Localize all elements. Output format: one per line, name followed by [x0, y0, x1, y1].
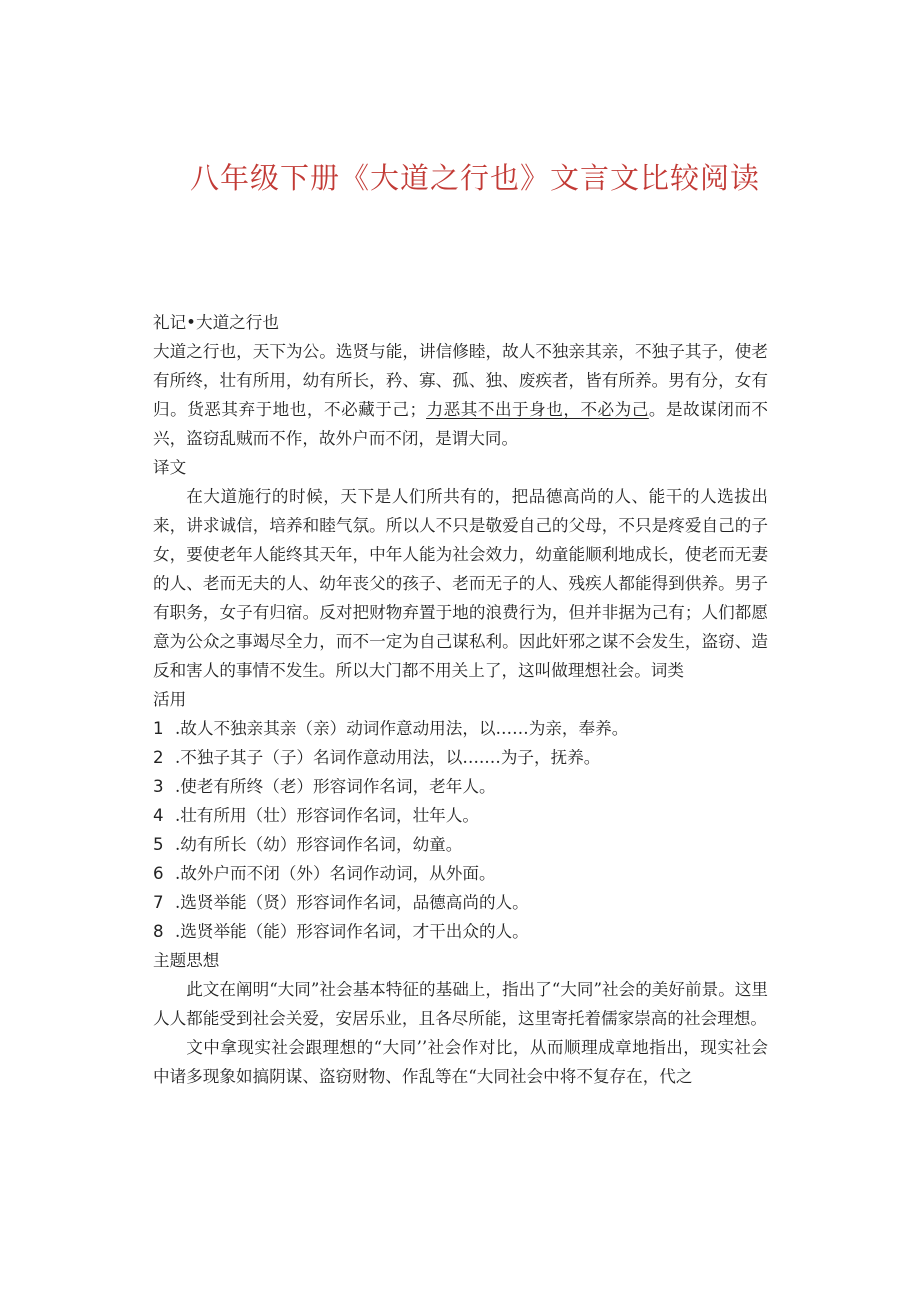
item-text: .使老有所终（老）形容词作名词，老年人。	[175, 777, 496, 796]
item-text: .壮有所用（壮）形容词作名词，壮年人。	[175, 806, 479, 825]
theme-paragraph-2: 文中拿现实社会跟理想的“大同’’社会作对比，从而顺理成章地指出，现实社会中诸多现象如搞阴谋、盗窃财物、作乱等在“大同社会中将不复存在，代之	[153, 1038, 768, 1086]
theme-paragraph-1: 此文在阐明“大同”社会基本特征的基础上，指出了“大同”社会的美好前景。这里人人都能受到社会关爱，安居乐业，且各尽所能，这里寄托着儒家崇高的社会理想。	[153, 980, 768, 1028]
translation-heading: 译文	[153, 458, 187, 477]
item-number: 7	[153, 893, 164, 912]
list-item	[153, 859, 768, 888]
item-number: 3	[153, 777, 164, 796]
item-number: 8	[153, 922, 164, 941]
list-item	[153, 830, 768, 859]
item-text: .选贤举能（能）形容词作名词，才干出众的人。	[175, 922, 529, 941]
original-text	[153, 337, 768, 453]
original-text-part2: 。是故谋闭而不兴，盗窃乱贼而不作，故外户而不闭，是谓大同。	[153, 400, 769, 448]
list-item	[153, 801, 768, 830]
document-title: 八年级下册《大道之行也》文言文比较阅读	[190, 161, 761, 195]
word-usage-heading: 活用	[153, 690, 187, 709]
list-item	[153, 917, 768, 946]
item-text: .不独子其子（子）名词作意动用法，以….…为子，抚养。	[175, 748, 601, 767]
document-body	[153, 308, 768, 1091]
word-usage-list	[153, 714, 768, 946]
item-text: .选贤举能（贤）形容词作名词，品德高尚的人。	[175, 893, 529, 912]
theme-heading: 主题思想	[153, 951, 220, 970]
item-text: .故人不独亲其亲（亲）动词作意动用法，以……为亲，奉养。	[175, 719, 629, 738]
item-number: 1	[153, 719, 164, 738]
source-heading: 礼记•大道之行也	[153, 313, 279, 332]
item-number: 2	[153, 748, 164, 767]
item-text: .故外户而不闭（外）名词作动词，从外面。	[175, 864, 496, 883]
list-item	[153, 772, 768, 801]
item-number: 5	[153, 835, 164, 854]
list-item	[153, 888, 768, 917]
original-text-part1: 大道之行也，天下为公。选贤与能，讲信修睦，故人不独亲其亲，不独子其子，使老有所终，壮有所用，幼有所长，矜、寡、孤、独、废疾者，皆有所养。男有分，女有归。货恶其弃于地也，不必藏于己；	[153, 342, 768, 419]
original-text-underlined: 力恶其不出于身也，不必为己	[426, 400, 649, 419]
list-item	[153, 714, 768, 743]
list-item	[153, 743, 768, 772]
item-number: 6	[153, 864, 164, 883]
translation-paragraph: 在大道施行的时候，天下是人们所共有的，把品德高尚的人、能干的人选拔出来，讲求诚信，培养和睦气氛。所以人不只是敬爱自己的父母，不只是疼爱自己的子女，要使老年人能终其天年，中年人能为社会效力，幼童能顺利地成长，使老而无妻的人、老而无夫的人、幼年丧父的孩子、老而无子的人、残疾人都能得到供养。男子有职务，女子有归宿。反对把财物弃置于地的浪费行为，但并非据为己有；人们都愿意为公众之事竭尽全力，而不一定为自己谋私利。因此奸邪之谋不会发生，盗窃、造反和害人的事情不发生。所以大门都不用关上了，这叫做理想社会。词类	[153, 487, 768, 680]
item-text: .幼有所长（幼）形容词作名词，幼童。	[175, 835, 463, 854]
item-number: 4	[153, 806, 164, 825]
